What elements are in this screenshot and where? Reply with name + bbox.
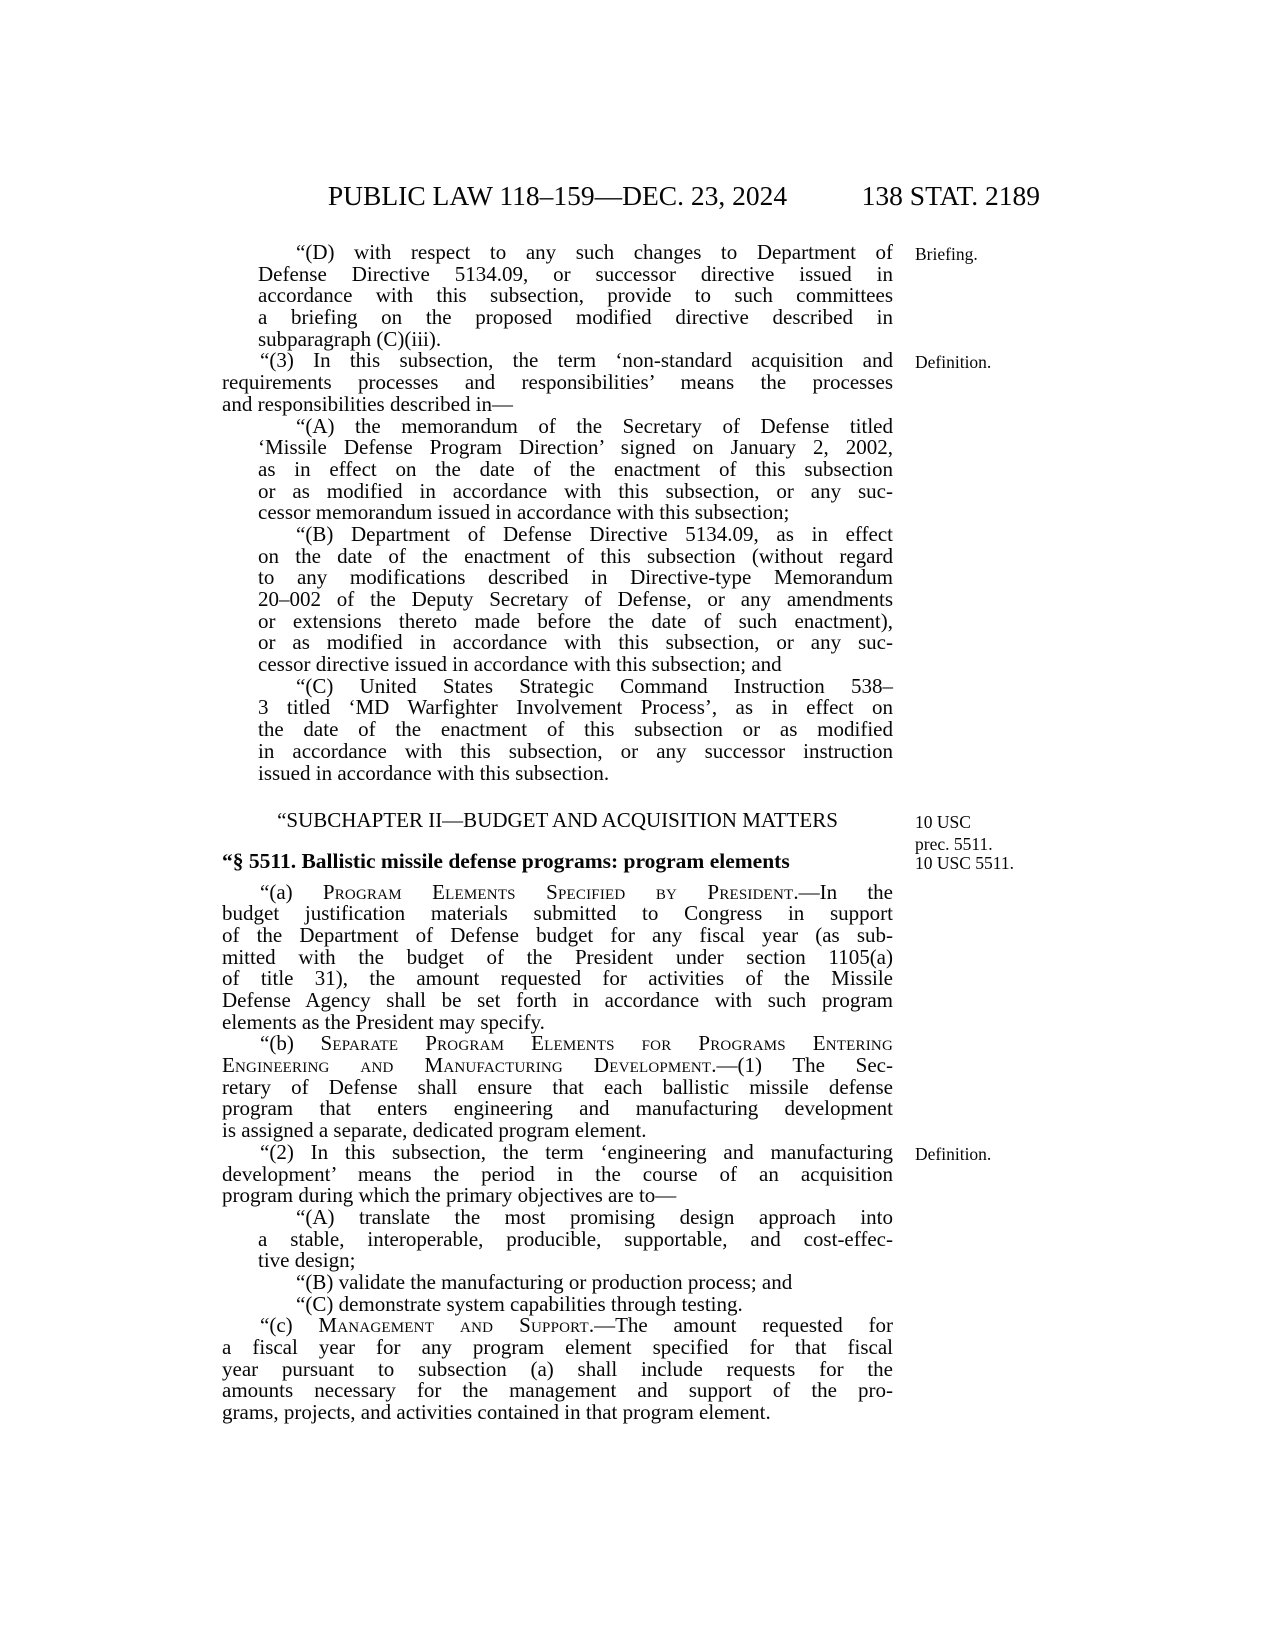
text-line: mitted with the budget of the President under section 1105(a)	[222, 944, 893, 969]
text-line: Defense Directive 5134.09, or successor directive issued in	[258, 261, 893, 286]
margin-note-line: prec. 5511.	[915, 833, 993, 854]
text-line: in accordance with this subsection, or any successor instruction	[258, 738, 893, 763]
text-line: 3 titled ‘MD Warfighter Involvement Process’, as in effect on	[258, 695, 893, 720]
text-line: or extensions thereto made before the date of such enactment),	[258, 608, 893, 633]
text-line: on the date of the enactment of this subsection (without regard	[258, 543, 893, 568]
text-line: a fiscal year for any program element specified for that fiscal	[222, 1335, 893, 1360]
subchapter-heading: “SUBCHAPTER II—BUDGET AND ACQUISITION MATTERS 10 USC prec. 5511.	[222, 810, 893, 832]
paragraph-2B	[258, 1269, 893, 1294]
page-header	[222, 181, 1040, 215]
text-line: retary of Defense shall ensure that each ballistic missile defense	[222, 1074, 893, 1099]
text-line: program that enters engineering and manufacturing development	[222, 1096, 893, 1121]
text-line: elements as the President may specify.	[222, 1009, 545, 1034]
paragraph-B	[258, 521, 893, 677]
text-line: tive design;	[258, 1248, 356, 1273]
paragraph-A	[258, 413, 893, 525]
text-line: Engineering and Manufacturing Development.—(1) The Sec-	[222, 1053, 893, 1078]
text-line: budget justification materials submitted to Congress in support	[222, 901, 893, 926]
text-line: “(B) Department of Defense Directive 5134.09, as in effect	[296, 521, 893, 546]
text-line: or as modified in accordance with this subsection, or any suc-	[258, 630, 893, 655]
text-line: “(B) validate the manufacturing or production process; and	[296, 1269, 793, 1294]
text-line: “(A) the memorandum of the Secretary of Defense titled	[296, 413, 893, 438]
small-caps-text: Engineering and Manufacturing Development	[222, 1053, 712, 1078]
paragraph-2A	[258, 1204, 893, 1273]
small-caps-text: Program Elements Specified by President	[322, 879, 794, 904]
text-line: requirements processes and responsibilities’ means the processes	[222, 370, 893, 395]
paragraph-C	[258, 673, 893, 785]
text-line: Defense Agency shall be set forth in accordance with such program	[222, 988, 893, 1013]
text-line: “(a) Program Elements Specified by President.—In the	[260, 879, 894, 904]
paragraph-c	[222, 1315, 893, 1423]
text-line: amounts necessary for the management and support of the pro-	[222, 1378, 893, 1403]
text-line: and responsibilities described in—	[222, 391, 514, 416]
margin-note-definition-1	[915, 352, 1060, 374]
text-line: program during which the primary objectives are to—	[222, 1183, 677, 1208]
paragraph-b	[222, 1033, 893, 1141]
text-line: or as modified in accordance with this subsection, or any suc-	[258, 478, 893, 503]
text-line: development’ means the period in the course of an acquisition	[222, 1161, 893, 1186]
section-heading-5511: “§ 5511. Ballistic missile defense programs: program elements 10 USC 5511.	[222, 851, 893, 873]
text-line: 20–002 of the Deputy Secretary of Defense, or any amendments	[258, 587, 893, 611]
small-caps-text: Management and Support	[318, 1313, 589, 1338]
text-line: accordance with this subsection, provide to such committees	[258, 283, 893, 308]
text-line: “(A) translate the most promising design approach into	[296, 1204, 893, 1229]
margin-note-briefing	[915, 244, 1060, 266]
text-line: as in effect on the date of the enactment of this subsection	[258, 456, 893, 481]
margin-note-usc-prec-5511	[915, 812, 1060, 855]
margin-note-usc-5511	[915, 853, 1060, 875]
text-line: to any modifications described in Directive-type Memorandum	[258, 565, 893, 590]
text-line: cessor memorandum issued in accordance with this subsection;	[258, 500, 790, 525]
margin-note-definition-2	[915, 1144, 1060, 1166]
text-line: “(C) demonstrate system capabilities through testing.	[296, 1291, 743, 1316]
statute-body	[222, 240, 1015, 1425]
text-line: “(C) United States Strategic Command Instruction 538–	[296, 673, 893, 698]
margin-note-line: Briefing.	[915, 244, 978, 264]
text-line: the date of the enactment of this subsection or as modified	[258, 717, 893, 742]
paragraph-a	[222, 879, 894, 1034]
text-line: of title 31), the amount requested for activities of the Missile	[222, 966, 893, 991]
paragraph-2C	[258, 1291, 893, 1316]
text-line: “(c) Management and Support.—The amount requested for	[260, 1313, 893, 1338]
text-line: a briefing on the proposed modified directive described in	[258, 305, 893, 330]
text-line: issued in accordance with this subsection.	[258, 760, 610, 785]
stat-page-number: 138 STAT. 2189	[861, 180, 1040, 211]
margin-note-line: 10 USC 5511.	[915, 852, 1015, 873]
text-line: cessor directive issued in accordance with this subsection; and	[258, 652, 782, 677]
text-line: “(2) In this subsection, the term ‘engineering and manufacturing	[260, 1139, 893, 1164]
text-line: a stable, interoperable, producible, supportable, and cost-effec-	[258, 1226, 893, 1251]
text-line: subparagraph (C)(iii).	[258, 326, 442, 351]
small-caps-text: Separate Program Elements for Programs Entering	[320, 1031, 893, 1056]
text-line: “(D) with respect to any such changes to Department of	[296, 240, 893, 264]
law-title: PUBLIC LAW 118–159—DEC. 23, 2024	[327, 180, 788, 211]
paragraph-2	[222, 1139, 992, 1208]
text-line: year pursuant to subsection (a) shall include requests for the	[222, 1356, 893, 1381]
margin-note-line: Definition.	[915, 352, 992, 373]
margin-note-line: 10 USC	[915, 812, 971, 833]
text-line: ‘Missile Defense Program Direction’ signed on January 2, 2002,	[258, 435, 893, 460]
paragraph-D	[258, 240, 978, 351]
text-line: “(b) Separate Program Elements for Programs Entering	[260, 1031, 893, 1056]
paragraph-3	[222, 348, 992, 416]
text-line: “(3) In this subsection, the term ‘non-standard acquisition and	[260, 348, 893, 373]
text-line: is assigned a separate, dedicated program element.	[222, 1118, 647, 1143]
text-line: of the Department of Defense budget for any fiscal year (as sub-	[222, 922, 893, 947]
margin-note-line: Definition.	[915, 1143, 992, 1164]
text-line: grams, projects, and activities contained in that program element.	[222, 1400, 771, 1425]
